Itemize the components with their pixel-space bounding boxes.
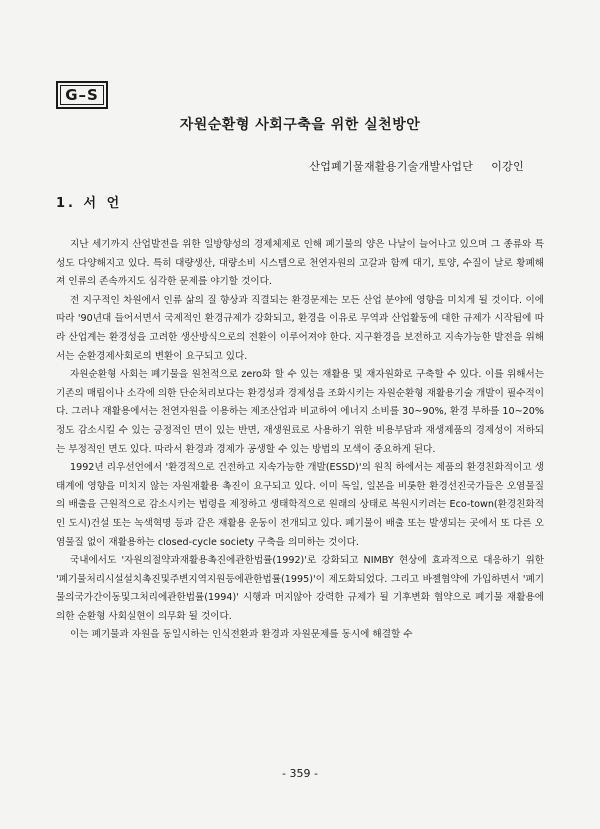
- author-line: [309, 158, 524, 174]
- paragraph: 자원순환형 사회는 폐기물을 원천적으로 zero화 할 수 있는 재활용 및 재자원화로 구축할 수 있다. 이를 위해서는 기존의 매립이나 소각에 의한 단순처리보다는 환경성과 경제성을 조화시키는 자원순환형 재활용기술 개발이 필수적이다. 그러나 재활용에서는 천연자원을 이용하는 제조산업과 비교하여 에너지 소비를 30~90%, 환경 부하를 10~20% 정도 감소시킬 수 있는 긍정적인 면이 있는 반면, 재생원료로 사용하기 위한 비용부담과 재생제품의 경제성이 저하되는 부정적인 면도 있다. 따라서 환경과 경제가 공생할 수 있는 방법의 모색이 중요하게 된다.: [56, 369, 544, 455]
- section-heading: 1. 서 언: [56, 196, 123, 211]
- paragraph: 국내에서도 '자원의절약과재활용촉진에관한법률(1992)'로 강화되고 NIMBY 현상에 효과적으로 대응하기 위한 '폐기물처리시설설치촉진및주변지역지원등에관한법률(1995)'이 제도화되었다. 그리고 바젤협약에 가입하면서 '폐기물의국가간이동및그처리에관한법률(1994)' 시행과 머지않아 강력한 규제가 될 기후변화 협약으로 폐기물 재활용에 의한 순환형 사회실현이 의무화 될 것이다.: [56, 555, 544, 622]
- paragraph: 이는 폐기물과 자원을 동일시하는 인식전환과 환경과 자원문제를 동시에 해결할 수: [70, 629, 413, 641]
- author-name: 이강인: [491, 160, 524, 173]
- author-affiliation: 산업폐기물재활용기술개발사업단: [309, 160, 474, 173]
- paragraph: 전 지구적인 차원에서 인류 삶의 질 향상과 직결되는 환경문제는 모든 산업 분야에 영향을 미치게 될 것이다. 이에 따라 '90년대 들어서면서 국제적인 환경규제가 강화되고, 환경을 이유로 무역과 산업활동에 대한 규제가 시작됨에 따라 산업계는 환경성을 고려한 생산방식으로의 전환이 이루어져야 한다. 지구환경을 보전하고 지속가능한 발전을 위해서는 순환경제사회로의 변환이 요구되고 있다.: [56, 294, 544, 362]
- paragraph: 1992년 리우선언에서 '환경적으로 건전하고 지속가능한 개발(ESSD)'의 원칙 하에서는 제품의 환경친화적이고 생태계에 영향을 미치지 않는 자원재활용 촉진이 요구되고 있다. 이미 독일, 일본을 비롯한 환경선진국가들은 오염물질의 배출을 근원적으로 감소시키는 법령을 제정하고 생태학적으로 원래의 상태로 복원시키려는 Eco-town(환경친화적인 도시)건설 또는 녹색혁명 등과 같은 재활용 운동이 전개되고 있다. 폐기물이 배출 또는 발생되는 곳에서 또 다른 오염물질 없이 재활용하는 closed-cycle society 구축을 의미하는 것이다.: [56, 462, 544, 548]
- category-tag: G–S: [56, 81, 108, 109]
- paragraph: 지난 세기까지 산업발전을 위한 일방향성의 경제체제로 인해 폐기물의 양은 나날이 늘어나고 있으며 그 종류와 특성도 다양해지고 있다. 특히 대량생산, 대량소비 시스템으로 천연자원의 고갈과 함께 대기, 토양, 수질이 날로 황폐해져 인류의 존속까지도 심각한 문제를 야기할 것이다.: [56, 239, 544, 288]
- page-number: - 359 -: [282, 767, 318, 780]
- body-text: [56, 236, 544, 645]
- paper-title: 자원순환형 사회구축을 위한 실천방안: [179, 117, 421, 133]
